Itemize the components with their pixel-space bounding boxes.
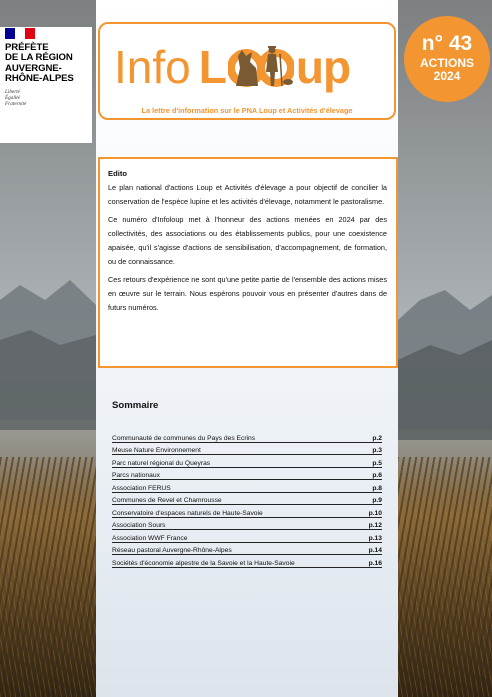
toc-entry-label: Parcs nationaux xyxy=(112,472,160,479)
toc-entry-page: p.13 xyxy=(368,534,382,542)
edito-title: Edito xyxy=(108,169,127,178)
logo-text-up: up xyxy=(295,41,351,93)
toc-entry-label: Réseau pastoral Auvergne-Rhône-Alpes xyxy=(112,547,232,554)
toc-row[interactable] xyxy=(112,518,382,531)
header-subtitle: La lettre d'information sur le PNA Loup et Activités d'élevage xyxy=(141,106,353,115)
toc-entry-label: Sociétés d'économie alpestre de la Savoie et la Haute-Savoie xyxy=(112,559,295,567)
toc-entry-label: Conservatoire d'espaces naturels de Haute-Savoie xyxy=(112,509,263,517)
wolf-shepherd-icon xyxy=(228,42,294,92)
toc-entry-label: Communauté de communes du Pays des Ecrins xyxy=(112,434,256,442)
issue-number: n° 43 xyxy=(421,32,473,55)
logo-text-l: L xyxy=(198,41,226,93)
toc-row[interactable] xyxy=(112,505,382,518)
toc-entry-label: Communes de Revel et Chamrousse xyxy=(112,497,222,504)
toc-entry-label: Association WWF France xyxy=(112,534,188,542)
issue-label: ACTIONS xyxy=(420,56,474,70)
toc-entry-page: p.6 xyxy=(372,472,382,479)
toc-entry-page: p.2 xyxy=(372,434,382,442)
toc-entry-label: Meuse Nature Environnement xyxy=(112,447,201,454)
newsletter-header xyxy=(98,22,396,120)
toc-row[interactable] xyxy=(112,430,382,443)
toc-row[interactable] xyxy=(112,480,382,493)
toc-entry-page: p.14 xyxy=(368,547,382,554)
edito-paragraph: Ces retours d'expérience ne sont qu'une petite partie de l'ensemble des actions mises en œuvre sur le terrain. Nous espérons pouvoir vous en présenter d'autres dans de futurs numéros. xyxy=(108,275,387,312)
toc-row[interactable] xyxy=(112,443,382,456)
edito-paragraph: Le plan national d'actions Loup et Activités d'élevage a pour objectif de concilier la conservation de l'espèce lupine et les activités d'élevage, notamment le pastoralisme. xyxy=(108,183,387,206)
toc-row[interactable] xyxy=(112,493,382,506)
toc-entry-page: p.5 xyxy=(372,459,382,467)
toc-entry-page: p.9 xyxy=(372,497,382,504)
toc-entry-page: p.3 xyxy=(372,447,382,454)
infoloup-logo xyxy=(114,42,350,92)
edito-box xyxy=(98,157,398,368)
issue-badge xyxy=(404,16,490,102)
toc-title: Sommaire xyxy=(112,400,159,411)
toc-row[interactable] xyxy=(112,543,382,556)
table-of-contents xyxy=(112,400,382,568)
toc-entry-page: p.10 xyxy=(368,509,382,517)
grass-right xyxy=(397,457,492,697)
toc-row[interactable] xyxy=(112,555,382,568)
toc-row[interactable] xyxy=(112,530,382,543)
toc-row[interactable] xyxy=(112,468,382,481)
logo-text-info: Info xyxy=(114,41,191,93)
issue-year: 2024 xyxy=(433,69,461,83)
flag-icon xyxy=(5,28,35,39)
prefecture-motto: Liberté Égalité Fraternité xyxy=(5,88,27,107)
prefecture-name: PRÉFÈTE DE LA RÉGION AUVERGNE- RHÔNE-ALPES xyxy=(5,42,74,85)
toc-entry-page: p.16 xyxy=(368,559,382,567)
grass-left xyxy=(0,457,100,697)
toc-entry-page: p.8 xyxy=(372,484,382,492)
toc-row[interactable] xyxy=(112,455,382,468)
toc-entry-label: Association Sours xyxy=(112,522,166,529)
edito-paragraph: Ce numéro d'Infoloup met à l'honneur des actions menées en 2024 par des collectivités, des associations ou des établissements publics, pour une coexistence apaisée, qu'il s'agisse d'actions de sensibilisation, d'accompagnement, de formation, ou de connaissance. xyxy=(108,215,387,266)
toc-entry-label: Parc naturel régional du Queyras xyxy=(112,459,211,467)
toc-entry-label: Association FERUS xyxy=(112,484,171,492)
toc-entry-page: p.12 xyxy=(368,522,382,529)
prefecture-logo xyxy=(0,27,92,143)
